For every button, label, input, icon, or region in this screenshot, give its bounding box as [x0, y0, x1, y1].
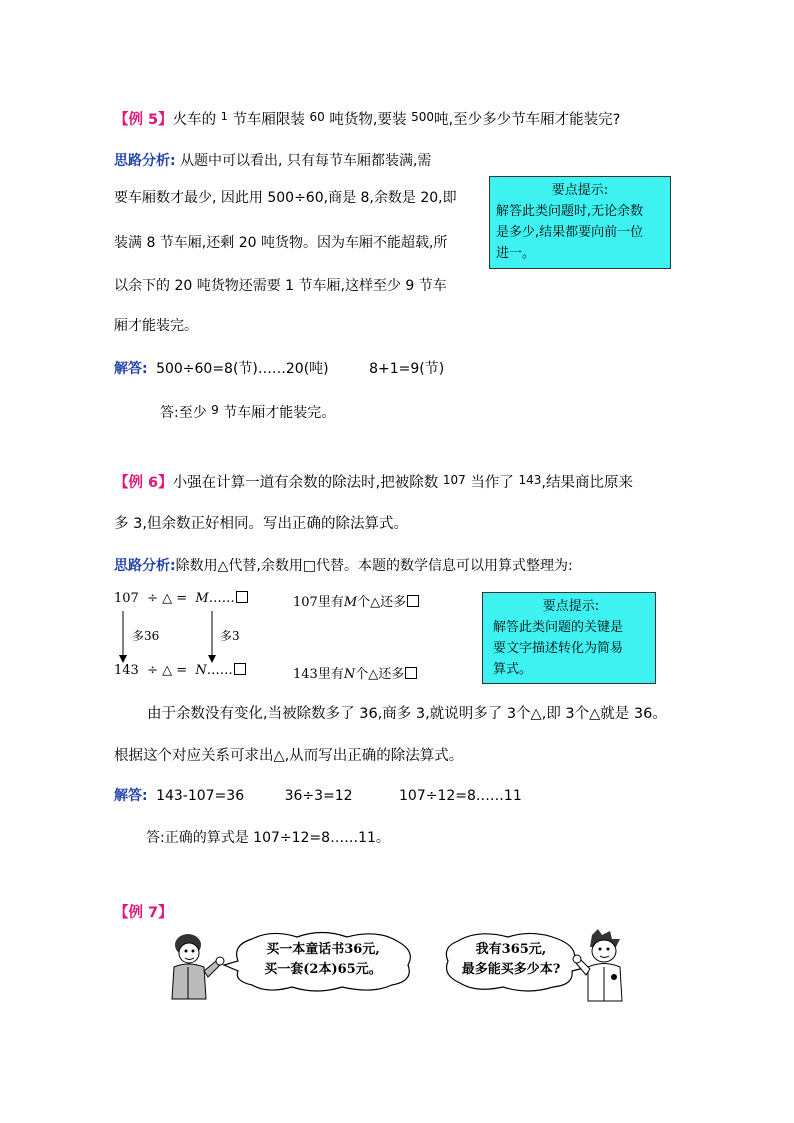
diagram-side-1: 107里有M个△还多 [293, 591, 419, 610]
remainder-square-icon [234, 663, 246, 675]
example-6-final-answer: 答:正确的算式是 107÷12=8……11。 [146, 830, 390, 846]
example-5-tag: 【例 5】 [114, 112, 173, 128]
arrowhead-icon [119, 655, 127, 663]
example-5-final-answer: 答:至少 9 节车厢才能装完。 [160, 403, 336, 421]
example-6-question-line-2: 多 3,但余数正好相同。写出正确的除法算式。 [114, 516, 408, 532]
diagram-row-1: 107 ÷ △ = M…… [114, 591, 248, 606]
example-5-answer: 解答: 500÷60=8(节)……20(吨) 8+1=9(节) [114, 361, 445, 377]
analysis-label: 思路分析: [114, 153, 176, 169]
diagram-arrow-label-1: 多36 [132, 629, 160, 643]
tip-title: 要点提示: [542, 599, 600, 614]
example-5-analysis-line-3: 装满 8 节车厢,还剩 20 吨货物。因为车厢不能超载,所 [114, 235, 448, 251]
diagram-side-2: 143里有N个△还多 [293, 663, 417, 682]
arrowhead-icon [208, 655, 216, 663]
example-5-question: 【例 5】火车的 $^1$ 节车厢限装 $^{60}$ 吨货物,要装 $^{500}$吨,至少多少节车厢才能装完? [114, 110, 621, 128]
diagram-arrow-label-2: 多3 [220, 629, 240, 643]
diagram-row-2: 143 ÷ △ = N…… [114, 663, 246, 678]
example-5-analysis-line-1: 思路分析: 从题中可以看出, 只有每节车厢都装满,需 [114, 153, 432, 169]
example-6-tip-box: 要点提示: 解答此类问题的关键是 要文字描述转化为简易 算式。 [482, 592, 656, 684]
example-6-question-line-1: 【例 6】小强在计算一道有余数的除法时,把被除数 $^{107}$ 当作了 $^{143}$,结果商比原来 [114, 473, 633, 491]
example-5-tip-box: 要点提示: 解答此类问题时,无论余数 是多少,结果都要向前一位 进一。 [489, 176, 671, 269]
remainder-square-icon [405, 667, 417, 679]
speech-bubble-left-text: 买一本童话书36元, 买一套(2本)65元。 [264, 942, 382, 977]
boy-right-illustration [570, 929, 636, 1003]
analysis-label: 思路分析: [114, 558, 176, 574]
example-5-analysis-line-5: 厢才能装完。 [114, 318, 198, 334]
example-6-answer: 解答: 143-107=36 36÷3=12 107÷12=8……11 [114, 788, 522, 804]
example-6-paragraph-line-1: 由于余数没有变化,当被除数多了 36,商多 3,就说明多了 3个△,即 3个△就是 36。 [147, 706, 667, 722]
example-6-tag: 【例 6】 [114, 475, 173, 491]
example-7-tag: 【例 7】 [114, 905, 173, 921]
example-5-analysis-line-2: 要车厢数才最少, 因此用 500÷60,商是 8,余数是 20,即 [114, 190, 457, 206]
remainder-square-icon [407, 595, 419, 607]
speech-bubble-right-text: 我有365元, 最多能买多少本? [461, 942, 561, 977]
tip-title: 要点提示: [551, 183, 609, 198]
answer-label: 解答: [114, 361, 148, 377]
example-6-paragraph-line-2: 根据这个对应关系可求出△,从而写出正确的除法算式。 [114, 748, 464, 764]
remainder-square-icon [236, 591, 248, 603]
answer-label: 解答: [114, 788, 148, 804]
example-6-analysis: 思路分析:除数用△代替,余数用□代替。本题的数学信息可以用算式整理为: [114, 558, 573, 574]
example-5-analysis-line-4: 以余下的 20 吨货物还需要 1 节车厢,这样至少 9 节车 [114, 278, 447, 294]
